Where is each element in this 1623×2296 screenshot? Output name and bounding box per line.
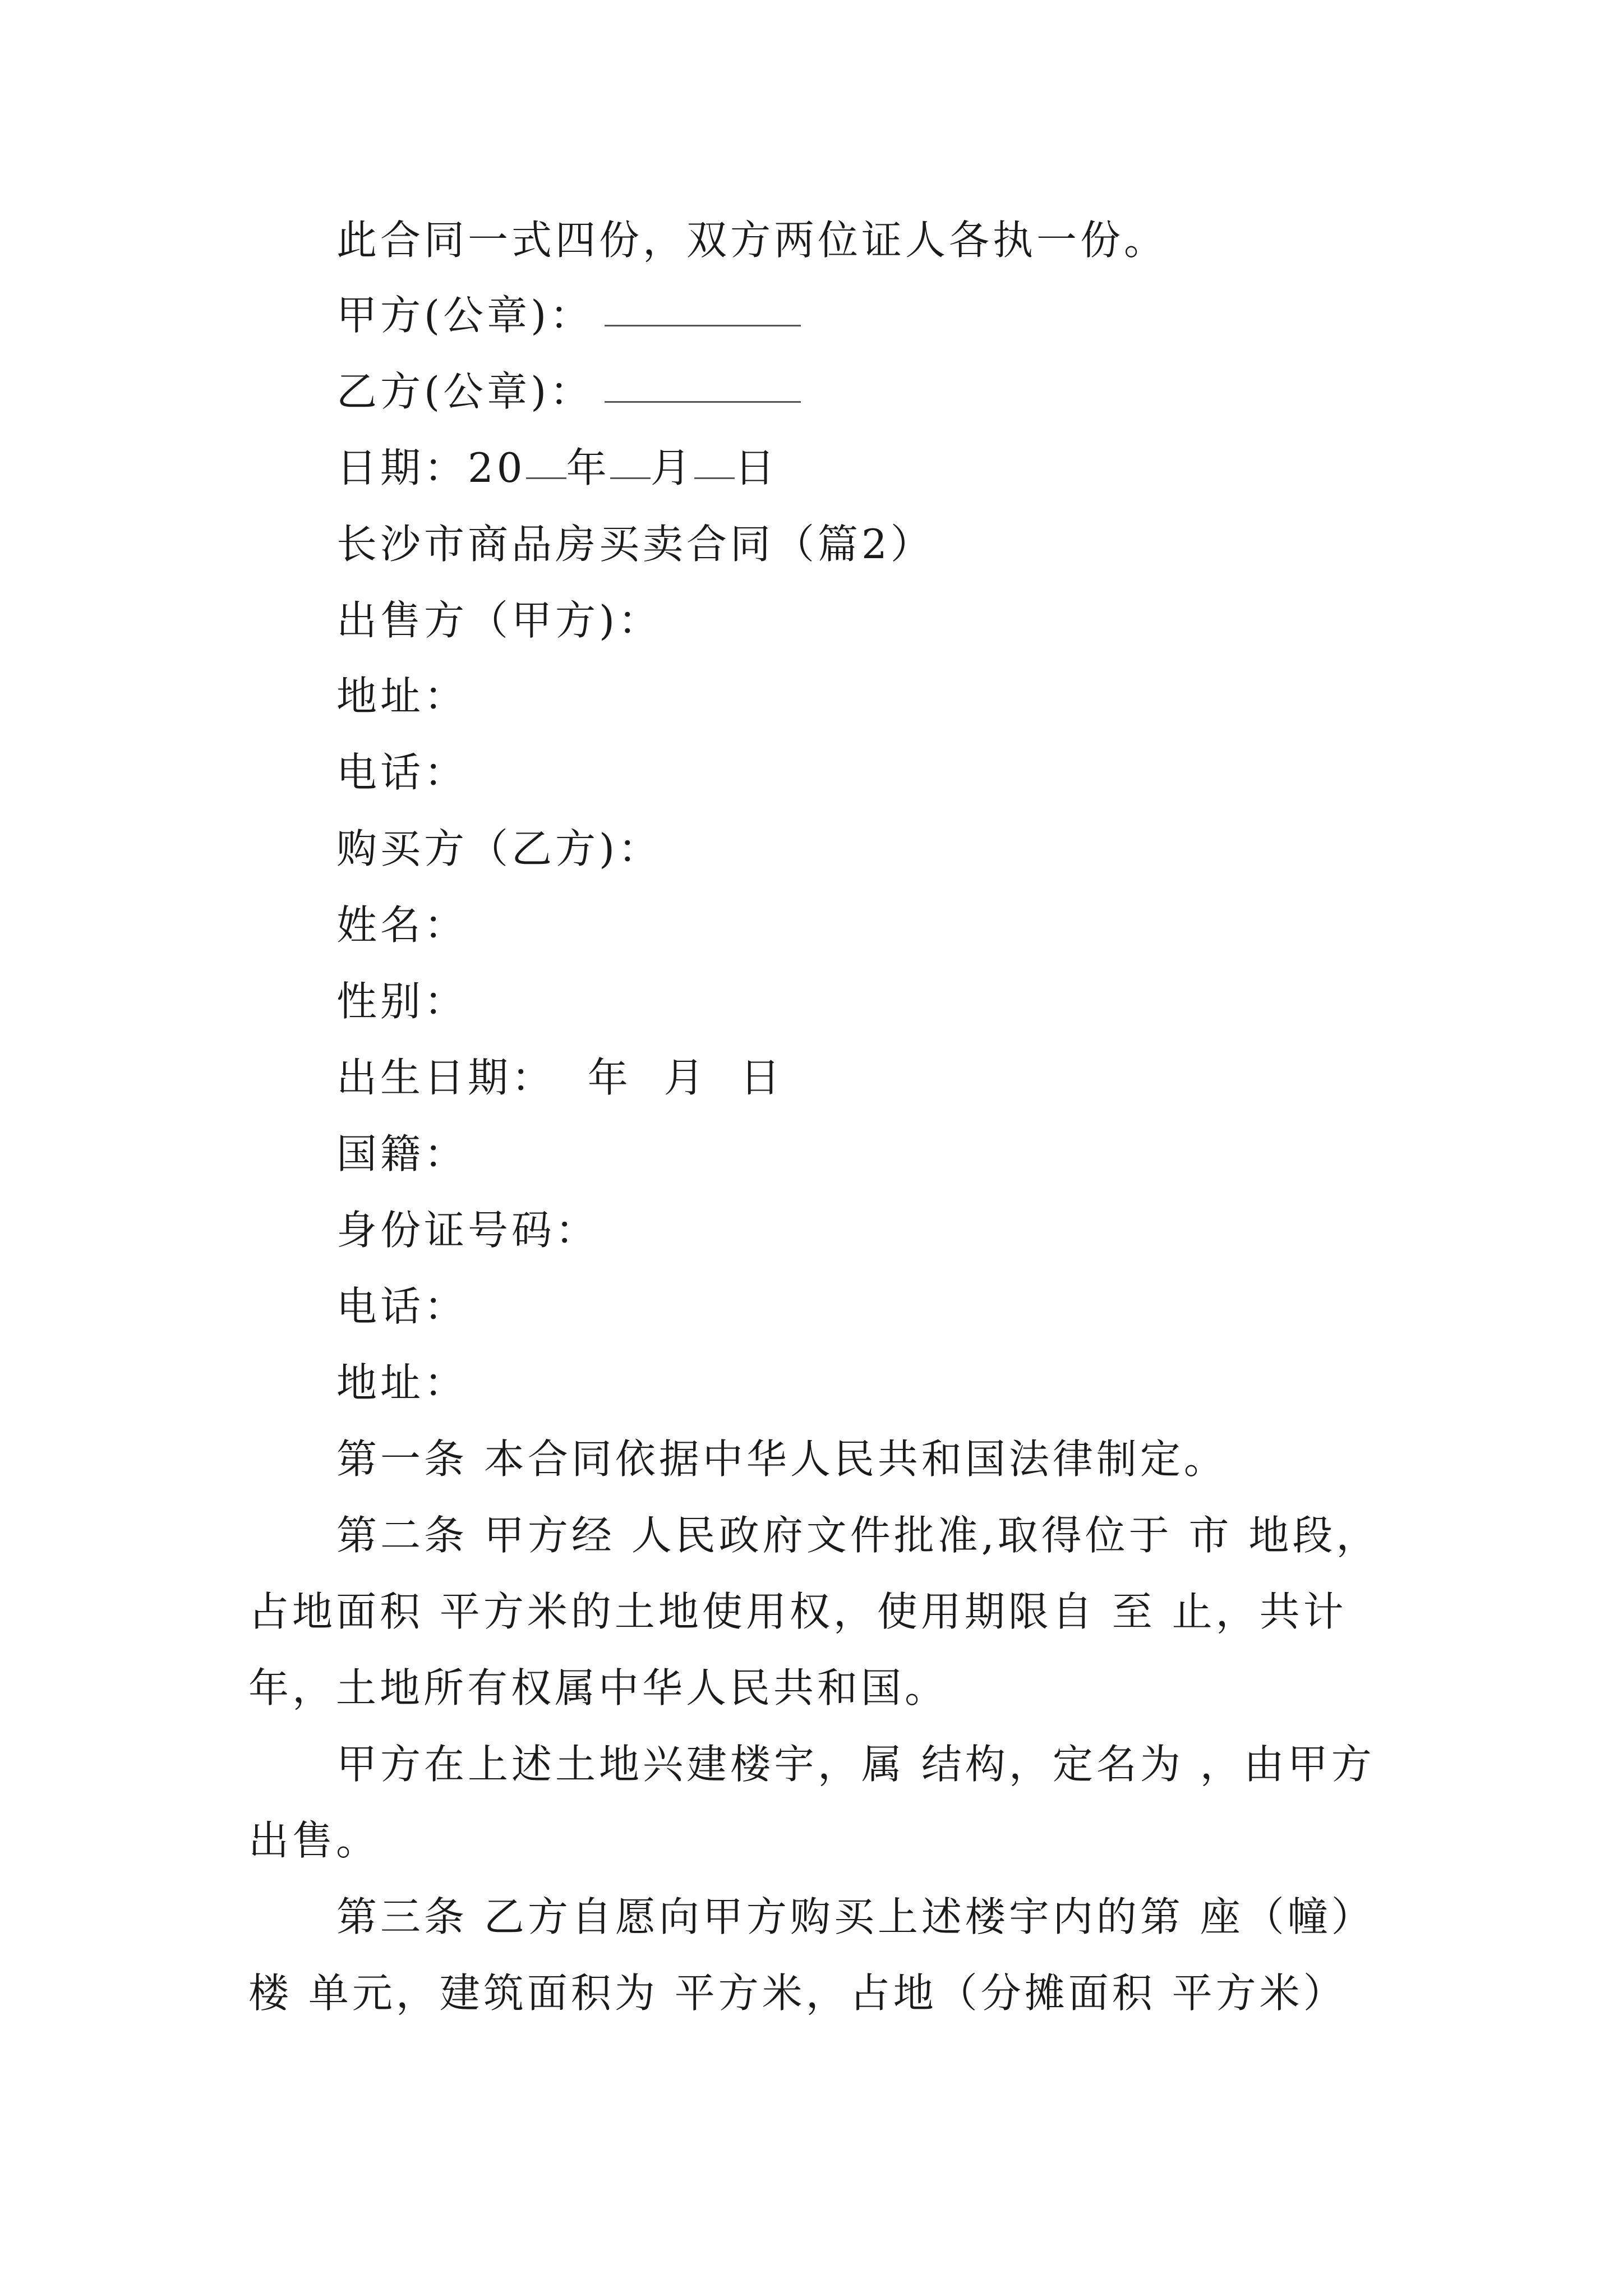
copies-note: 此合同一式四份，双方两位证人各执一份。 [336, 217, 1168, 264]
buyer-birth-date: 出生日期： 年 月 日 [336, 1054, 784, 1101]
party-a-seal-label: 甲方(公章)： [336, 292, 594, 339]
date-line [336, 443, 778, 493]
buyer-phone: 电话： [336, 1283, 468, 1330]
day-label: 日 [734, 444, 778, 491]
buyer-name: 姓名： [336, 901, 468, 949]
article-3-line-2: 楼 单元，建筑面积为 平方米，占地（分摊面积 平方米） [248, 1970, 1347, 2017]
year-blank [526, 443, 566, 479]
buyer-label: 购买方（乙方)： [336, 825, 662, 872]
date-prefix: 日期：20 [336, 444, 526, 491]
buyer-nationality: 国籍： [336, 1130, 468, 1177]
article-2-line-1: 第二条 甲方经 人民政府文件批准,取得位于 市 地段， [336, 1512, 1380, 1559]
party-b-seal-line [336, 366, 801, 417]
article-1: 第一条 本合同依据中华人民共和国法律制定。 [336, 1435, 1228, 1483]
article-2-line-2: 占地面积 平方米的土地使用权，使用期限自 至 止，共计 [248, 1588, 1347, 1635]
contract-title: 长沙市商品房买卖合同（篇2） [336, 521, 934, 568]
article-3-line-1: 第三条 乙方自愿向甲方购买上述楼宇内的第 座（幢） [336, 1893, 1375, 1940]
month-label: 月 [650, 444, 694, 491]
buyer-gender: 性别： [336, 978, 468, 1025]
year-label: 年 [566, 444, 610, 491]
party-b-seal-blank [605, 366, 801, 403]
day-blank [694, 443, 735, 479]
buyer-id-number: 身份证号码： [336, 1207, 600, 1254]
party-b-seal-label: 乙方(公章)： [336, 368, 594, 415]
party-a-seal-line [336, 290, 801, 341]
seller-phone: 电话： [336, 749, 468, 796]
building-paragraph-line-2: 出售。 [248, 1817, 380, 1864]
article-2-line-3: 年，土地所有权属中华人民共和国。 [248, 1664, 949, 1711]
party-a-seal-blank [605, 290, 801, 326]
seller-label: 出售方（甲方)： [336, 597, 662, 644]
building-paragraph-line-1: 甲方在上述土地兴建楼宇，属 结构，定名为 ，由甲方 [336, 1741, 1375, 1788]
month-blank [610, 443, 651, 479]
seller-address: 地址： [336, 673, 468, 720]
buyer-address: 地址： [336, 1359, 468, 1406]
